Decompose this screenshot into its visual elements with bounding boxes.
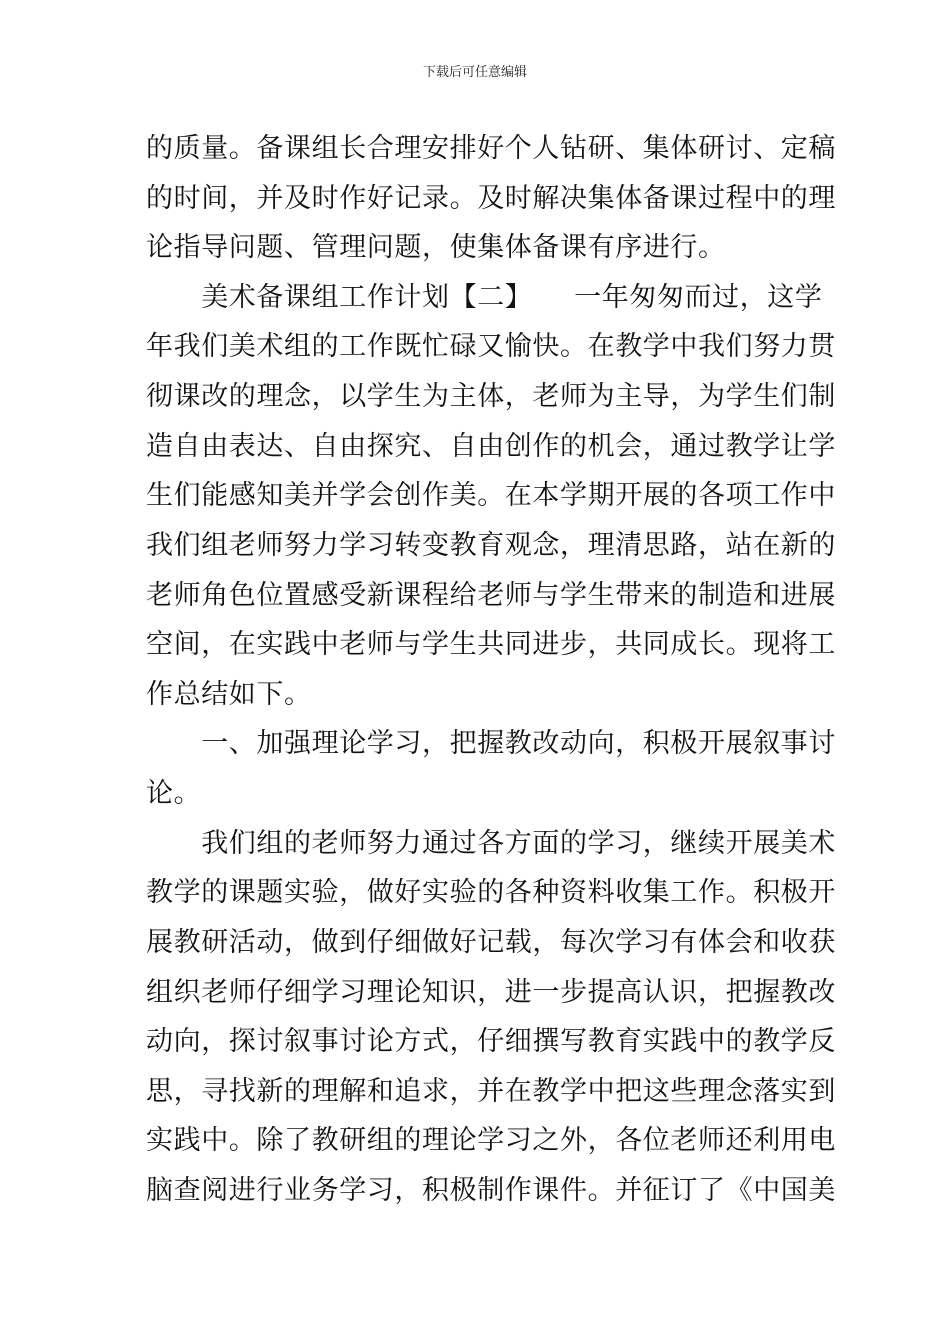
text-line: 组织老师仔细学习理论知识，进一步提高认识，把握教改 <box>146 977 836 1008</box>
text-line: 美术备课组工作计划【二】 一年匆匆而过，这学 <box>146 282 823 313</box>
text-line: 展教研活动，做到仔细做好记载，每次学习有体会和收获 <box>146 927 836 958</box>
text-line: 教学的课题实验，做好实验的各种资料收集工作。积极开 <box>146 877 836 908</box>
text-line: 造自由表达、自由探究、自由创作的机会，通过教学让学 <box>146 431 836 462</box>
text-line: 空间，在实践中老师与学生共同进步，共同成长。现将工 <box>146 629 836 660</box>
text-line: 思，寻找新的理解和追求，并在教学中把这些理念落实到 <box>146 1076 836 1107</box>
text-line: 年我们美术组的工作既忙碌又愉快。在教学中我们努力贯 <box>146 331 836 362</box>
text-line: 我们组的老师努力通过各方面的学习，继续开展美术 <box>146 828 836 859</box>
text-line: 的质量。备课组长合理安排好个人钻研、集体研讨、定稿 <box>146 133 836 164</box>
text-line: 论指导问题、管理问题，使集体备课有序进行。 <box>146 232 726 263</box>
text-line: 一、加强理论学习，把握教改动向，积极开展叙事讨 <box>146 728 836 759</box>
text-line: 论。 <box>146 778 202 809</box>
page-header: 下载后可任意编辑 <box>422 65 527 80</box>
text-line: 作总结如下。 <box>146 679 312 710</box>
text-line: 的时间，并及时作好记录。及时解决集体备课过程中的理 <box>146 183 836 214</box>
text-line: 老师角色位置感受新课程给老师与学生带来的制造和进展 <box>146 580 836 611</box>
text-line: 实践中。除了教研组的理论学习之外，各位老师还利用电 <box>146 1125 836 1156</box>
text-line: 生们能感知美并学会创作美。在本学期开展的各项工作中 <box>146 480 836 511</box>
text-line: 彻课改的理念，以学生为主体，老师为主导，为学生们制 <box>146 381 836 412</box>
text-line: 脑查阅进行业务学习，积极制作课件。并征订了《中国美 <box>146 1175 836 1206</box>
text-line: 动向，探讨叙事讨论方式，仔细撰写教育实践中的教学反 <box>146 1026 836 1057</box>
text-line: 我们组老师努力学习转变教育观念，理清思路，站在新的 <box>146 530 836 561</box>
